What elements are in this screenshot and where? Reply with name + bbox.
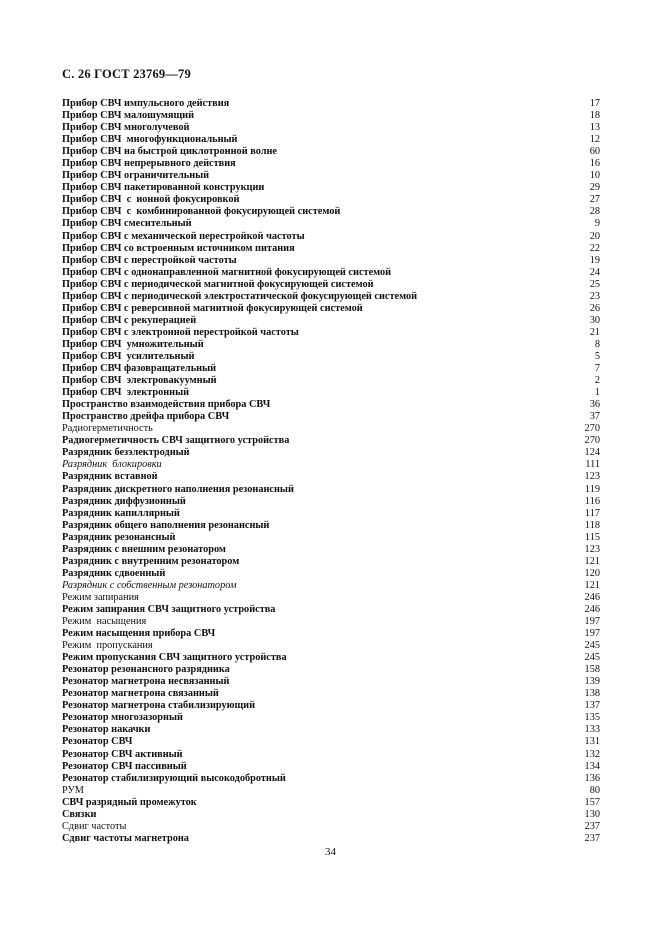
index-entry (62, 122, 600, 134)
index-term: Прибор СВЧ фазовращательный (62, 363, 217, 375)
index-term: Прибор СВЧ малошумящий (62, 110, 195, 122)
index-page-ref: 245 (584, 652, 600, 664)
index-page-ref: 246 (584, 603, 600, 615)
index-page-ref: 138 (584, 688, 600, 700)
index-term: Прибор СВЧ непрерывного действия (62, 158, 236, 170)
index-term: Прибор СВЧ с периодической магнитной фокусирующей системой (62, 278, 374, 290)
index-entry (62, 194, 600, 206)
index-entry (62, 231, 600, 243)
index-page-ref: 158 (584, 664, 600, 676)
index-term: Резонатор СВЧ активный (62, 748, 183, 760)
index-term: Разрядник общего наполнения резонансный (62, 519, 270, 531)
index-page-ref: 29 (589, 182, 600, 194)
index-term: Связки (62, 808, 97, 820)
index-entry (62, 327, 600, 339)
index-term: Режим пропускания (62, 640, 153, 652)
index-page-ref: 157 (584, 796, 600, 808)
index-page-ref: 246 (584, 591, 600, 603)
index-term: Прибор СВЧ с рекуперацией (62, 314, 197, 326)
index-entry (62, 520, 600, 532)
index-entry (62, 676, 600, 688)
index-term: Резонатор стабилизирующий высокодобротный (62, 772, 286, 784)
index-entry (62, 206, 600, 218)
index-entry (62, 761, 600, 773)
index-page-ref: 9 (594, 218, 600, 230)
index-page-ref: 12 (589, 134, 600, 146)
index-entry (62, 267, 600, 279)
index-page-ref: 116 (584, 495, 600, 507)
index-entry (62, 664, 600, 676)
index-entry (62, 821, 600, 833)
index-term: Разрядник резонансный (62, 531, 176, 543)
index-term: РУМ (62, 784, 84, 796)
index-term: Прибор СВЧ многолучевой (62, 122, 190, 134)
index-entry (62, 471, 600, 483)
index-page-ref: 2 (594, 375, 600, 387)
index-page-ref: 137 (584, 700, 600, 712)
index-term: Режим запирания СВЧ защитного устройства (62, 603, 276, 615)
index-page-ref: 20 (589, 230, 600, 242)
index-entry (62, 797, 600, 809)
index-term: Прибор СВЧ с ионной фокусировкой (62, 194, 240, 206)
index-entry (62, 809, 600, 821)
index-page-ref: 118 (584, 519, 600, 531)
index-term: Прибор СВЧ электровакуумный (62, 375, 217, 387)
index-entry (62, 279, 600, 291)
index-term: Прибор СВЧ со встроенным источником питания (62, 242, 295, 254)
index-page-ref: 19 (589, 254, 600, 266)
index-entry (62, 423, 600, 435)
index-term: Прибор СВЧ с перестройкой частоты (62, 254, 237, 266)
page-header: С. 26 ГОСТ 23769—79 (62, 67, 191, 81)
index-entry (62, 255, 600, 267)
index-term: Прибор СВЧ с реверсивной магнитной фокусирующей системой (62, 302, 363, 314)
index-term: Прибор СВЧ на быстрой циклотронной волне (62, 146, 277, 158)
index-entry (62, 447, 600, 459)
index-page-ref: 115 (584, 531, 600, 543)
index-page-ref: 27 (589, 194, 600, 206)
index-entry (62, 616, 600, 628)
index-page-ref: 17 (589, 98, 600, 109)
index-entry (62, 170, 600, 182)
page-number: 34 (325, 846, 336, 858)
index-term: Резонатор магнетрона стабилизирующий (62, 700, 256, 712)
index-term: Резонатор СВЧ (62, 736, 133, 748)
index-term: Прибор СВЧ многофункциональный (62, 134, 238, 146)
index-entry (62, 532, 600, 544)
index-term: Пространство взаимодействия прибора СВЧ (62, 399, 271, 411)
index-page-ref: 24 (589, 266, 600, 278)
index-entry (62, 146, 600, 158)
index-page-ref: 1 (594, 387, 600, 399)
index-term: Резонатор СВЧ пассивный (62, 760, 187, 772)
index-page-ref: 111 (585, 459, 600, 471)
index-entry (62, 833, 600, 845)
index-term: Резонатор резонансного разрядника (62, 664, 230, 676)
index-entry (62, 387, 600, 399)
index-page-ref: 237 (584, 820, 600, 832)
index-page-ref: 134 (584, 760, 600, 772)
index-term: Прибор СВЧ электронный (62, 387, 190, 399)
index-term: Режим насыщения прибора СВЧ (62, 628, 216, 640)
index-page-ref: 23 (589, 290, 600, 302)
index-term: Прибор СВЧ усилительный (62, 350, 195, 362)
index-entry (62, 508, 600, 520)
index-page-ref: 131 (584, 736, 600, 748)
index-page-ref: 270 (584, 423, 600, 435)
index-entry (62, 604, 600, 616)
index-entry (62, 688, 600, 700)
index-entry (62, 435, 600, 447)
index-term: Разрядник сдвоенный (62, 567, 166, 579)
index-entry (62, 773, 600, 785)
index-entry (62, 363, 600, 375)
index-entry (62, 182, 600, 194)
index-page-ref: 5 (594, 350, 600, 362)
index-page-ref: 80 (589, 784, 600, 796)
index-entry (62, 568, 600, 580)
index-term: Прибор СВЧ умножительный (62, 338, 204, 350)
index-page-ref: 10 (589, 170, 600, 182)
index-term: Разрядник блокировки (62, 459, 162, 471)
index-page-ref: 7 (594, 363, 600, 375)
index-page-ref: 237 (584, 832, 600, 844)
index-page-ref: 117 (584, 507, 600, 519)
index-page-ref: 21 (589, 326, 600, 338)
index-term: Радиогерметичность СВЧ защитного устройства (62, 435, 290, 447)
index-page-ref: 16 (589, 158, 600, 170)
index-entry (62, 110, 600, 122)
index-term: Пространство дрейфа прибора СВЧ (62, 411, 230, 423)
index-page-ref: 37 (589, 411, 600, 423)
index-page-ref: 121 (584, 579, 600, 591)
index-entry (62, 375, 600, 387)
index-term: Сдвиг частоты (62, 820, 127, 832)
index-entry (62, 98, 600, 110)
index-entry (62, 640, 600, 652)
index-entry (62, 785, 600, 797)
index-entry (62, 652, 600, 664)
index-page-ref: 245 (584, 640, 600, 652)
index-entry (62, 580, 600, 592)
index-page-ref: 130 (584, 808, 600, 820)
index-term: Разрядник дискретного наполнения резонансный (62, 483, 294, 495)
index-page-ref: 197 (584, 616, 600, 628)
index-term: Прибор СВЧ с периодической электростатической фокусирующей системой (62, 290, 418, 302)
index-page-ref: 119 (584, 483, 600, 495)
index-page-ref: 123 (584, 543, 600, 555)
index-entry (62, 399, 600, 411)
index-term: Разрядник с внешним резонатором (62, 543, 226, 555)
index-entry (62, 749, 600, 761)
index-page-ref: 28 (589, 206, 600, 218)
index-entry (62, 712, 600, 724)
index-page-ref: 25 (589, 278, 600, 290)
index-entry (62, 556, 600, 568)
index-page-ref: 60 (589, 146, 600, 158)
index-page-ref: 123 (584, 471, 600, 483)
index-term: Прибор СВЧ с электронной перестройкой частоты (62, 326, 299, 338)
index-page-ref: 120 (584, 567, 600, 579)
index-entry (62, 218, 600, 230)
index-term: Режим запирания (62, 591, 139, 603)
index-page-ref: 30 (589, 314, 600, 326)
index-term: Разрядник вставной (62, 471, 158, 483)
index-entry (62, 291, 600, 303)
index-term: СВЧ разрядный промежуток (62, 796, 197, 808)
index-term: Прибор СВЧ с комбинированной фокусирующей системой (62, 206, 341, 218)
index-page-ref: 36 (589, 399, 600, 411)
term-index-list (62, 98, 600, 845)
index-entry (62, 724, 600, 736)
index-entry (62, 315, 600, 327)
index-term: Прибор СВЧ ограничительный (62, 170, 210, 182)
index-entry (62, 484, 600, 496)
index-entry (62, 134, 600, 146)
index-term: Прибор СВЧ импульсного действия (62, 98, 230, 109)
index-entry (62, 628, 600, 640)
index-page-ref: 132 (584, 748, 600, 760)
index-entry (62, 303, 600, 315)
index-term: Разрядник с собственным резонатором (62, 579, 237, 591)
index-term: Разрядник капиллярный (62, 507, 180, 519)
index-entry (62, 411, 600, 423)
index-term: Резонатор магнетрона несвязанный (62, 676, 230, 688)
index-term: Разрядник безэлектродный (62, 447, 190, 459)
index-page-ref: 135 (584, 712, 600, 724)
index-term: Резонатор накачки (62, 724, 151, 736)
index-page-ref: 13 (589, 122, 600, 134)
index-page-ref: 124 (584, 447, 600, 459)
index-term: Разрядник диффузионный (62, 495, 186, 507)
index-entry (62, 459, 600, 471)
index-page-ref: 139 (584, 676, 600, 688)
index-entry (62, 736, 600, 748)
index-entry (62, 544, 600, 556)
index-entry (62, 243, 600, 255)
index-entry (62, 700, 600, 712)
index-term: Резонатор многозазорный (62, 712, 183, 724)
index-page-ref: 22 (589, 242, 600, 254)
index-term: Прибор СВЧ с механической перестройкой частоты (62, 230, 305, 242)
index-entry (62, 158, 600, 170)
index-page-ref: 133 (584, 724, 600, 736)
index-term: Прибор СВЧ пакетированной конструкции (62, 182, 265, 194)
index-term: Прибор СВЧ с однонаправленной магнитной фокусирующей системой (62, 266, 392, 278)
index-term: Радиогерметичность (62, 423, 153, 435)
index-term: Режим насыщения (62, 616, 147, 628)
index-page-ref: 18 (589, 110, 600, 122)
index-term: Разрядник с внутренним резонатором (62, 555, 240, 567)
index-page-ref: 121 (584, 555, 600, 567)
index-page-ref: 26 (589, 302, 600, 314)
index-entry (62, 339, 600, 351)
index-page-ref: 8 (594, 338, 600, 350)
index-entry (62, 592, 600, 604)
index-page-ref: 270 (584, 435, 600, 447)
index-entry (62, 496, 600, 508)
index-term: Режим пропускания СВЧ защитного устройства (62, 652, 287, 664)
index-entry (62, 351, 600, 363)
index-page-ref: 197 (584, 628, 600, 640)
index-page-ref: 136 (584, 772, 600, 784)
index-term: Прибор СВЧ смесительный (62, 218, 192, 230)
index-term: Сдвиг частоты магнетрона (62, 832, 189, 844)
index-term: Резонатор магнетрона связанный (62, 688, 219, 700)
